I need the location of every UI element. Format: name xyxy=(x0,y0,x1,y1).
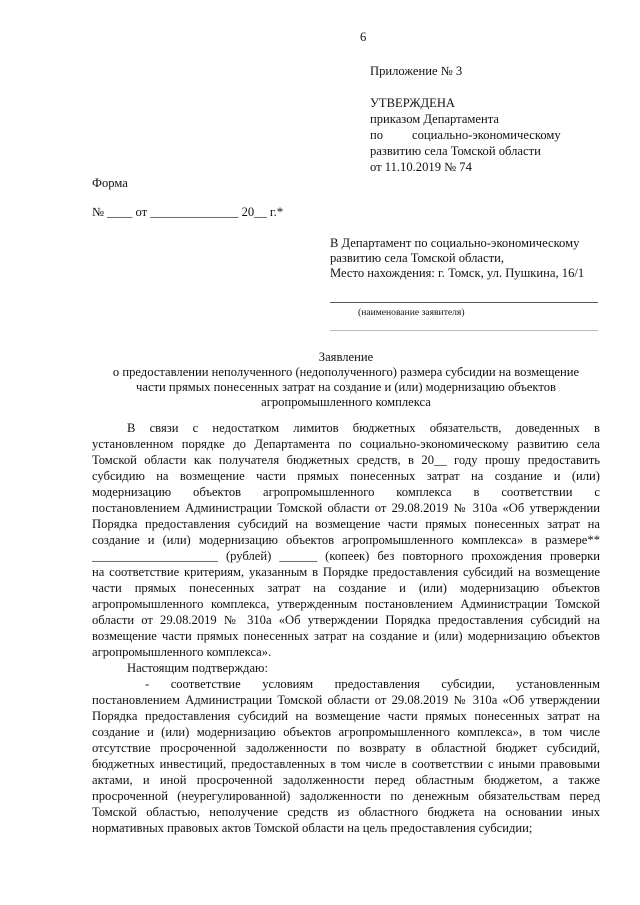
addressee-line-3: Место нахождения: г. Томск, ул. Пушкина, 16/1 xyxy=(330,266,585,280)
body-line: возмещение части прямых понесенных затрат на создание и (или) модернизацию объектов xyxy=(92,629,600,643)
approval-line-2b: социально-экономическому xyxy=(412,128,561,142)
bullet-line: Томской областью, неполучение средств из областного бюджета на основании иных xyxy=(92,805,600,819)
number-date-line: № ____ от ______________ 20__ г.* xyxy=(92,205,284,219)
body-line: В связи с недостатком лимитов бюджетных обязательств, доведенных в xyxy=(127,421,600,435)
form-label: Форма xyxy=(92,176,128,190)
approved-label: УТВЕРЖДЕНА xyxy=(370,96,456,110)
title-line-1: Заявление xyxy=(318,350,374,364)
body-line-last: агропромышленного комплекса». xyxy=(92,645,272,659)
addressee-line-2: развитию села Томской области, xyxy=(330,251,504,265)
body-line: части прямых понесенных затрат на создание и (или) модернизацию объектов xyxy=(92,581,600,595)
applicant-caption: (наименование заявителя) xyxy=(358,307,465,318)
bullet-line: создание и (или) модернизацию объектов агропромышленного комплекса», в том числе xyxy=(92,725,600,739)
confirm-label: Настоящим подтверждаю: xyxy=(127,661,268,675)
bullet-line: постановлением Администрации Томской области от 29.08.2019 № 310а «Об утверждении xyxy=(92,693,600,707)
body-line: Томской области как получателя бюджетных средств, в 20__ году прошу предоставить xyxy=(92,453,600,467)
bullet-line: Порядка предоставления субсидий на возмещение части прямых понесенных затрат на xyxy=(92,709,600,723)
body-line: агропромышленного комплекса, утвержденным постановлением Администрации Томской xyxy=(92,597,600,611)
body-line: субсидию на возмещение части прямых понесенных затрат на создание и (или) xyxy=(92,469,600,483)
appendix-label: Приложение № 3 xyxy=(370,64,463,78)
bullet-line: актами, и иной просроченной задолженности перед областным бюджетом, а также xyxy=(92,773,600,787)
body-line: установленном порядке до Департамента по социально-экономическому развитию села xyxy=(92,437,600,451)
body-line: создание и (или) модернизацию объектов агропромышленного комплекса» в размере** xyxy=(92,533,600,547)
bullet-line: просроченной (неурегулированной) задолженности по денежным обязательствам перед xyxy=(92,789,600,803)
bullet-line: - соответствие условиям предоставления субсидии, установленным xyxy=(145,677,600,691)
title-line-2: о предоставлении неполученного (недополученного) размера субсидии на возмещение xyxy=(112,365,580,379)
body-line: ____________________ (рублей) ______ (копеек) без повторного прохождения проверки xyxy=(92,549,600,563)
approval-line-3: развитию села Томской области xyxy=(370,144,541,158)
page-number: 6 xyxy=(360,30,367,44)
approval-date: от 11.10.2019 № 74 xyxy=(370,160,472,174)
applicant-extra-line xyxy=(330,330,598,331)
applicant-name-line xyxy=(330,302,598,303)
body-line: Порядка предоставления субсидий на возмещение части прямых понесенных затрат на xyxy=(92,517,600,531)
body-line: области от 29.08.2019 № 310а «Об утверждении Порядка предоставления субсидий на xyxy=(92,613,600,627)
addressee-line-1: В Департамент по социально-экономическому xyxy=(330,236,580,250)
approval-line-1: приказом Департамента xyxy=(370,112,499,126)
approval-line-2a: по xyxy=(370,128,384,142)
body-line: модернизацию объектов агропромышленного комплекса в соответствии с xyxy=(92,485,600,499)
bullet-line-last: нормативных правовых актов Томской области на цель предоставления субсидии; xyxy=(92,821,533,835)
title-line-3: части прямых понесенных затрат на создание и (или) модернизацию объектов xyxy=(136,380,556,394)
title-line-4: агропромышленного комплекса xyxy=(261,395,431,409)
body-line: постановлением Администрации Томской области от 29.08.2019 № 310а «Об утверждении xyxy=(92,501,600,515)
body-line: на соответствие критериям, указанным в Порядке предоставления субсидий на возмещение xyxy=(92,565,600,579)
bullet-line: отсутствие просроченной задолженности по возврату в областной бюджет субсидий, xyxy=(92,741,600,755)
bullet-line: бюджетных инвестиций, предоставленных в том числе в соответствии с иными правовыми xyxy=(92,757,600,771)
